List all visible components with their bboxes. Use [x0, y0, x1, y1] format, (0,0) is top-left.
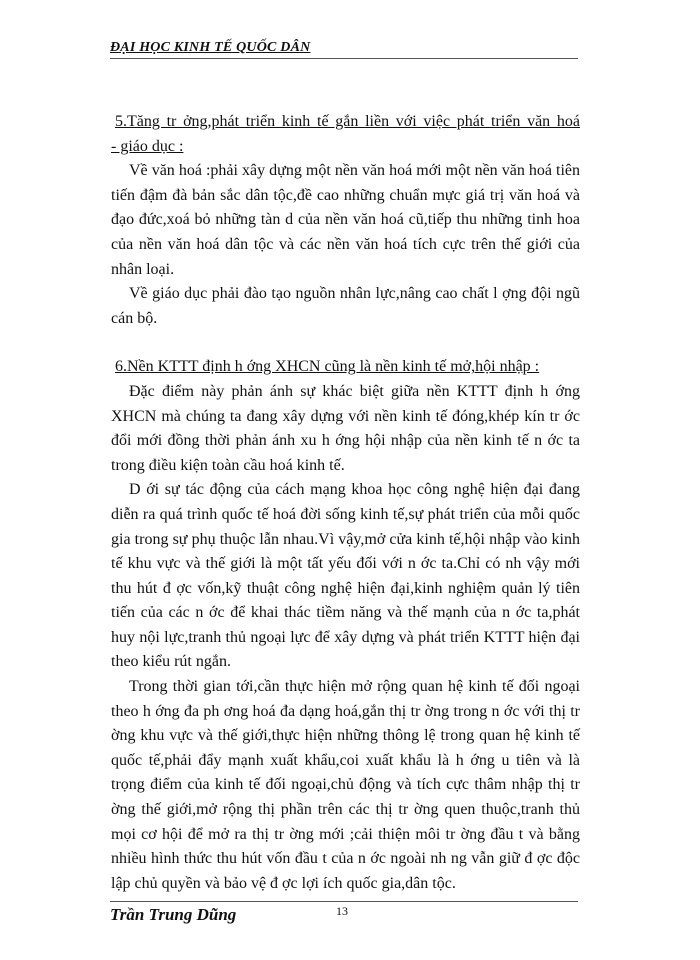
page-header — [110, 38, 578, 59]
paragraph: Đặc điểm này phản ánh sự khác biệt giữa nền KTTT định h ớng XHCN mà chúng ta đang xây dựng với nền kinh tế đóng,khép kín tr ớc đổi mới đồng thời phản ánh xu h ớng hội nhập của nền kinh tế n ớc ta trong điều kiện toàn cầu hoá kinh tế. — [111, 382, 580, 474]
section-5-heading: 5.Tăng tr ởng,phát triển kinh tế gắn liền với việc phát triển văn hoá — [115, 113, 580, 130]
header-title: ĐẠI HỌC KINH TẾ QUỐC DÂN — [110, 40, 311, 55]
paragraph: Trong thời gian tới,cần thực hiện mở rộng quan hệ kinh tế đối ngoại theo h ớng đa ph ơng hoá đa dạng hoá,gắn thị tr ờng trong n ớc với thị tr ờng khu vực và thế giới,thực hiện những thông lệ trong quan hệ kinh tế quốc tế,phải đẩy mạnh xuất khẩu,coi xuất khẩu là h ớng u tiên và là trọng điểm của kinh tế đối ngoại,chủ động và tích cực thâm nhập thị tr ờng thế giới,mở rộng thị phần trên các thị tr ờng quen thuộc,tranh thủ mọi cơ hội để mở ra thị tr ờng mới ;cải thiện môi tr ờng đầu t và bằng nhiều hình thức thu hút vốn đầu t của n ớc ngoài nh ng vẫn giữ đ ợc độc lập chủ quyền và bảo vệ đ ợc lợi ích quốc gia,dân tộc. — [111, 678, 580, 892]
section-6-heading: 6.Nền KTTT định h ớng XHCN cũng là nền kinh tế mở,hội nhập : — [115, 358, 540, 376]
page-footer — [110, 901, 578, 932]
footer-author: Trần Trung Dũng — [110, 905, 237, 924]
document-body — [111, 110, 580, 896]
paragraph: Về giáo dục phải đào tạo nguồn nhân lực,nâng cao chất l ợng đội ngũ cán bộ. — [111, 285, 580, 327]
page-number: 13 — [336, 904, 348, 918]
section-5-heading-cont: - giáo dục : — [111, 137, 184, 155]
paragraph: Về văn hoá :phải xây dựng một nền văn hoá mới một nền văn hoá tiên tiến đậm đà bản sắc dân tộc,đề cao những chuẩn mực giá trị văn hoá và đạo đức,xoá bỏ những tàn d của nền văn hoá cũ,tiếp thu những tinh hoa của nền văn hoá dân tộc và các nền văn hoá tích cực trên thế giới của nhân loại. — [111, 162, 580, 278]
paragraph: D ới sự tác động của cách mạng khoa học công nghệ hiện đại đang diễn ra quá trình quốc tế hoá đời sống kinh tế,sự phát triển của mỗi quốc gia trong sự phụ thuộc lẫn nhau.Vì vậy,mở cửa kinh tế,hội nhập vào kinh tế khu vực và thế giới là một tất yếu đối với n ớc ta.Chỉ có nh vậy mới thu hút đ ợc vốn,kỹ thuật công nghệ hiện đại,kinh nghiệm quản lý tiên tiến của các n ớc để khai thác tiềm năng và thế mạnh của n ớc ta,phát huy nội lực,tranh thủ ngoại lực để xây dựng và phát triển KTTT hiện đại theo kiểu rút ngắn. — [111, 481, 580, 671]
